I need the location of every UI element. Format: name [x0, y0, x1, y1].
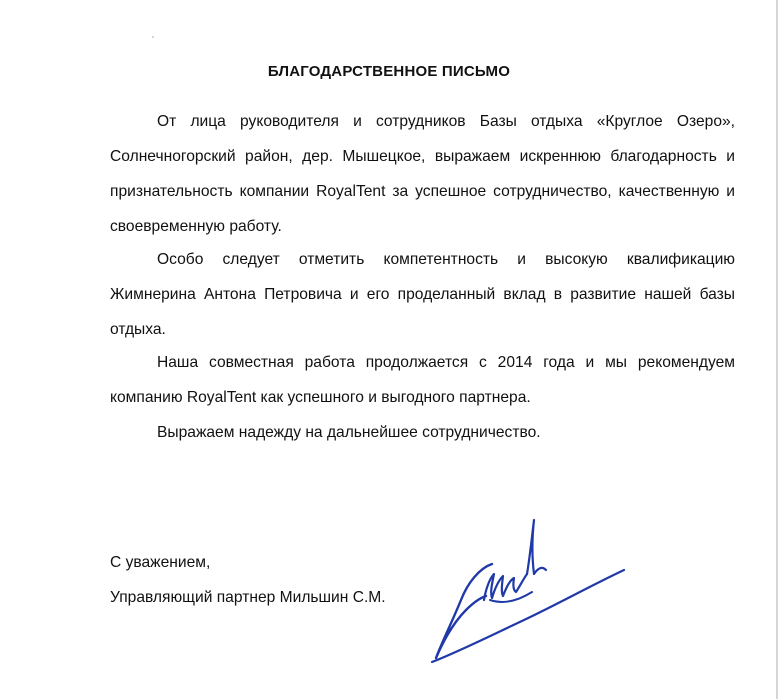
signature-stroke: [490, 592, 532, 602]
paragraph-gratitude: [110, 104, 735, 244]
signatory-line: Управляющий партнер Мильшин С.М.: [110, 589, 386, 606]
paragraph-text: Особо следует отметить компетентность и высокую квалификацию Жимнерина Антона Петровича и его проделанный вклад в развитие нашей базы отдыха.: [110, 251, 735, 338]
scan-speck: [152, 36, 154, 38]
letter-title: БЛАГОДАРСТВЕННОЕ ПИСЬМО: [267, 63, 511, 80]
handwritten-signature: [428, 512, 628, 668]
paragraph-competence: [110, 242, 735, 347]
signature-stroke: [484, 574, 527, 600]
paragraph-recommendation: [110, 345, 735, 415]
paragraph-text: Наша совместная работа продолжается с 2014 года и мы рекомендуем компанию RoyalTent как успешного и выгодного партнера.: [110, 354, 735, 406]
paragraph-text: Выражаем надежду на дальнейшее сотрудничество.: [157, 424, 541, 441]
signature-stroke: [436, 564, 492, 658]
signature-stroke: [527, 520, 546, 574]
closing-regards: С уважением,: [110, 554, 211, 571]
paragraph-text: От лица руководителя и сотрудников Базы отдыха «Круглое Озеро», Солнечногорский район, дер. Мышецкое, выражаем искреннюю благодарность и признательность компании RoyalTent за успешное сотрудничество, качественную и своевременную работу.: [110, 113, 735, 235]
paragraph-hope: [110, 415, 735, 450]
